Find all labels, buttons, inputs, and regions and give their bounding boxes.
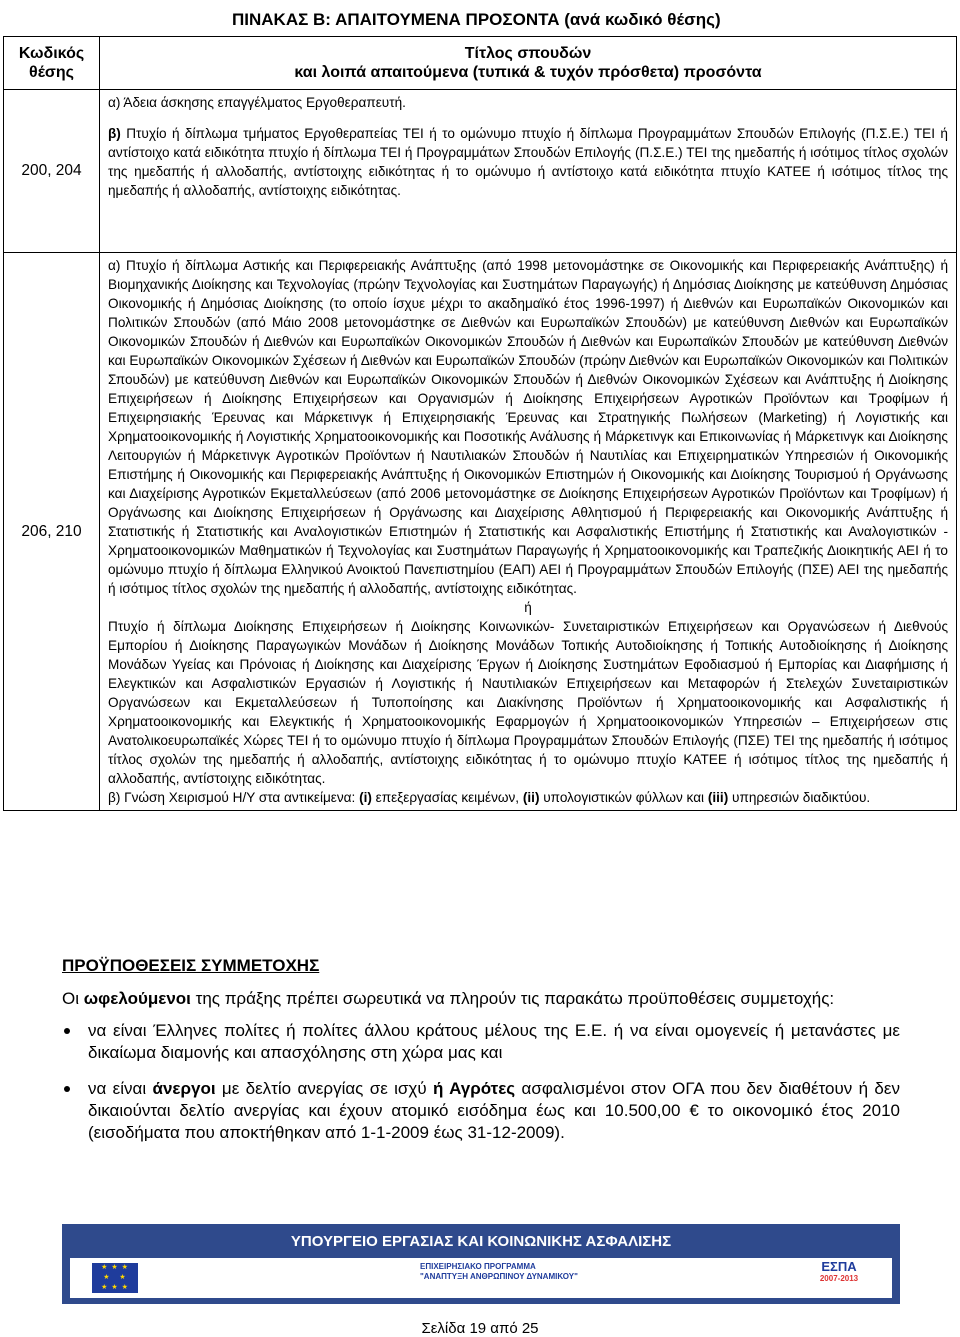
header-code [4, 37, 100, 90]
list-item [62, 1020, 900, 1064]
operational-programme-logo [420, 1262, 620, 1294]
programme-logo-line2: "ΑΝΑΠΤΥΞΗ ΑΝΘΡΩΠΙΝΟΥ ΔΥΝΑΜΙΚΟΥ" [420, 1272, 578, 1281]
requirement-b-iii-text: υπηρεσιών διαδικτύου. [728, 790, 871, 805]
row-description [100, 90, 957, 253]
list-item-bold-farmers: ή Αγρότες [433, 1079, 516, 1098]
requirement-b [108, 124, 948, 200]
intro-post: της πράξης πρέπει σωρευτικά να πληρούν τις παρακάτω προϋποθέσεις συμμετοχής: [190, 989, 835, 1008]
table-title: ΠΙΝΑΚΑΣ Β: ΑΠΑΙΤΟΥΜΕΝΑ ΠΡΟΣΟΝΤΑ (ανά κωδικό θέσης) [232, 10, 721, 29]
table-row [4, 253, 957, 811]
header-title-line1: Τίτλος σπουδών [464, 45, 592, 62]
list-item-text-post: ασφαλισμένοι στον ΟΓΑ που δεν διαθέτουν ή δεν δικαιούνται δελτίο ανεργίας και έχουν ατομικό εισόδημα έως και 10.500,00 € το οικονομικό έτος 2010 (εισοδήματα που αποκτήθηκαν από 1-1-2009 έως 31-12-2009). [88, 1079, 900, 1142]
espa-logo-text: ΕΣΠΑ [821, 1259, 857, 1274]
intro-paragraph [62, 988, 900, 1010]
intro-bold: ωφελούμενοι [83, 989, 191, 1008]
requirement-b-i-text: επεξεργασίας κειμένων, [371, 790, 523, 805]
conditions-list [62, 1020, 900, 1144]
espa-logo-years: 2007-2013 [819, 1274, 859, 1283]
requirement-b-ii: (ii) [522, 790, 540, 805]
section-body [62, 988, 900, 1158]
table-header-row [4, 37, 957, 90]
espa-logo [794, 1259, 884, 1294]
bullet-icon [64, 1028, 70, 1034]
requirement-b-ii-text: υπολογιστικών φύλλων και [539, 790, 708, 805]
table-row [4, 90, 957, 253]
requirement-a: α) Άδεια άσκησης επαγγέλματος Εργοθεραπευτή. [108, 95, 406, 110]
or-separator: ή [524, 600, 532, 615]
header-title [100, 37, 957, 90]
bullet-icon [64, 1086, 70, 1092]
row-code: 200, 204 [4, 90, 100, 253]
requirement-b-i: (i) [359, 790, 372, 805]
requirement-b-label: β) [108, 126, 121, 141]
list-item-text-pre: να είναι [88, 1079, 153, 1098]
page-number: Σελίδα 19 από 25 [421, 1320, 539, 1337]
requirement-b-text: Πτυχίο ή δίπλωμα τμήματος Εργοθεραπείας ΤΕΙ ή το ομώνυμο πτυχίο ή δίπλωμα Προγραμμάτων Σπουδών Επιλογής (Π.Σ.Ε.) ΤΕΙ ή αντίστοιχο κατά ειδικότητα πτυχίο ή δίπλωμα ΤΕΙ ή Προγραμμάτων Σπουδών Επιλογής (Π.Σ.Ε.) ΤΕΙ της ημεδαπής ή ισότιμος τίτλος σχολών της ημεδαπής ή αλλοδαπής, αντίστοιχης ειδικότητας ή το ομώνυμο ή αντίστοιχο κατά ειδικότητα πτυχίο ΚΑΤΕΕ ή ισότιμος τίτλος της ημεδαπής ή αλλοδαπής, αντίστοιχης ειδικότητας. [108, 126, 948, 198]
header-code-line1: Κωδικός [18, 45, 85, 62]
list-item-bold-unemployed: άνεργοι [152, 1079, 216, 1098]
list-item-text-mid: με δελτίο ανεργίας σε ισχύ [215, 1079, 433, 1098]
requirements-table [3, 36, 957, 811]
banner-text: ΥΠΟΥΡΓΕΙΟ ΕΡΓΑΣΙΑΣ ΚΑΙ ΚΟΙΝΩΝΙΚΗΣ ΑΣΦΑΛΙΣΗΣ [290, 1233, 672, 1250]
section-title: ΠΡΟΫΠΟΘΕΣΕΙΣ ΣΥΜΜΕΤΟΧΗΣ [62, 956, 320, 975]
requirement-b-iii: (iii) [707, 790, 729, 805]
logo-strip [70, 1258, 892, 1298]
header-title-line2: και λοιπά απαιτούμενα (τυπικά & τυχόν πρόσθετα) προσόντα [294, 64, 762, 81]
ministry-banner [62, 1224, 900, 1304]
requirement-b-prefix: β) Γνώση Χειρισμού Η/Υ στα αντικείμενα: [108, 790, 360, 805]
programme-logo-line1: ΕΠΙΧΕΙΡΗΣΙΑΚΟ ΠΡΟΓΡΑΜΜΑ [420, 1262, 536, 1271]
requirement-a: α) Πτυχίο ή δίπλωμα Αστικής και Περιφερειακής Ανάπτυξης (από 1998 μετονομάστηκε σε Οικονομικής και Περιφερειακής Ανάπτυξης) ή Βιομηχανικής Διοίκησης και Τεχνολογίας (πρώην Τεχνολογίας και Συστημάτων Παραγωγής) ή Δημόσιας Διοίκησης με κατεύθυνση Δημόσιας Οικονομικής ή Δημόσιας Διοίκησης (το οποίο ίσχυε μέχρι το ακαδημαϊκό έτος 1996-1997) ή Διεθνών και Ευρωπαϊκών Οικονομικών και Πολιτικών Σπουδών (από Μάιο 2008 μετονομάστηκε σε Διεθνών και Ευρωπαϊκών Σπουδών) με κατεύθυνση Διεθνών και Ευρωπαϊκών Οικονομικών Σπουδών ή Διεθνών και Ευρωπαϊκών Οικονομικών Σπουδών ή Διεθνών και Ευρωπαϊκών Σπουδών με κατεύθυνση Διεθνών και Ευρωπαϊκών Οικονομικών Σχέσεων ή Διεθνών και Ευρωπαϊκών Σπουδών (πρώην Διεθνών και Ευρωπαϊκών Οικονομικών και Πολιτικών Σπουδών) με κατεύθυνση Διεθνών και Ευρωπαϊκών Οικονομικών Σπουδών ή Διεθνών Οικονομικών Σχέσεων και Ανάπτυξης ή Διοίκησης Επιχειρήσεων ή Διοίκησης Επιχειρήσεων και Οργανισμών ή Διοίκησης Επιχειρήσεων Αγροτικών Προϊόντων και Τροφίμων ή Επιχειρησιακής Έρευνας και Μάρκετινγκ ή Επιχειρησιακής Έρευνας και Στρατηγικής Πωλήσεων (Marketing) ή Λογιστικής και Χρηματοοικονομικής ή Λογιστικής Χρηματοοικονομικής και Ποσοτικής Ανάλυσης ή Μάρκετινγκ και Επικοινωνίας ή Μάρκετινγκ και Διοίκησης Λειτουργιών ή Μάρκετινγκ Αγροτικών Προϊόντων ή Ναυτιλιακών Σπουδών ή Ναυτιλίας και Επιχειρηματικών Υπηρεσιών ή Οικονομικής Επιστήμης ή Οικονομικής και Περιφερειακής Ανάπτυξης ή Οικονομικών Επιστημών ή Οικονομικής και Διοίκησης Τουρισμού ή Οργάνωσης και Διαχείρισης Αγροτικών Εκμεταλλεύσεων (από 2006 μετονομάστηκε σε Διοίκησης Επιχειρήσεων Αγροτικών Προϊόντων και Τροφίμων) ή Οργάνωσης και Διοίκησης Επιχειρήσεων ή Οργάνωσης και Διαχείρισης Αθλητισμού ή Περιφερειακής και Οικονομικής Ανάπτυξης ή Στατιστικής ή Στατιστικής και Αναλογιστικών Επιστημών ή Στατιστικής και Ασφαλιστικής Επιστήμης ή Στατιστικής και Αναλογιστικών - Χρηματοοικονομικών Μαθηματικών ή Τεχνολογίας και Συστημάτων Παραγωγής ή Χρηματοοικονομικής και Τραπεζικής Διοικητικής ΑΕΙ ή το ομώνυμο πτυχίο ή δίπλωμα Ελληνικού Ανοικτού Πανεπιστημίου (ΕΑΠ) ΑΕΙ ή Προγραμμάτων Σπουδών Επιλογής (ΠΣΕ) ΑΕΙ της ημεδαπής ή ισότιμος τίτλος σχολών της ημεδαπής ή αλλοδαπής, αντίστοιχης ειδικότητας. [108, 258, 948, 596]
eu-flag-icon: ★ ★ ★ ★ ★ ★ ★ ★ [92, 1263, 138, 1293]
requirement-b [108, 788, 948, 807]
row-description [100, 253, 957, 811]
list-item [62, 1078, 900, 1144]
header-code-line2: θέσης [29, 64, 74, 81]
intro-pre: Οι [62, 989, 84, 1008]
requirement-alt: Πτυχίο ή δίπλωμα Διοίκησης Επιχειρήσεων ή Διοίκησης Κοινωνικών- Συνεταιριστικών Επιχειρήσεων και Οργανώσεων ή Διεθνούς Εμπορίου ή Διοίκησης Παραγωγικών Μονάδων ή Διοίκησης Μονάδων Τοπικής Αυτοδιοίκησης ή Τοπικής Αυτοδιοίκησης ή Διοίκησης Μονάδων Υγείας και Πρόνοιας ή Διοίκησης και Διαχείρισης Έργων ή Διοίκησης Συστημάτων Εφοδιασμού ή Εμπορίας και Διαφήμισης ή Ελεγκτικών και Ασφαλιστικών Εργασιών ή Λογιστικής ή Ναυτιλιακών Επιχειρήσεων και Μεταφορών ή Στελεχών Συνεταιριστικών Οργανώσεων και Εκμεταλλεύσεων ή Τυποποίησης και Διακίνησης Προϊόντων ή Χρηματοοικονομικής και Ασφαλιστικής ή Χρηματοοικονομικής και Ελεγκτικής ή Χρηματοοικονομικής Εφαρμογών ή Χρηματοοικονομικών Υπηρεσιών – Επιχειρήσεων στις Ανατολικοευρωπαϊκές Χώρες ΤΕΙ ή το ομώνυμο πτυχίο ή δίπλωμα Προγραμμάτων Σπουδών Επιλογής (ΠΣΕ) ΤΕΙ της ημεδαπής ή ισότιμος τίτλος σχολών της ημεδαπής ή αλλοδαπής, αντίστοιχης ειδικότητας ή το ομώνυμο πτυχίο ΚΑΤΕΕ ή ισότιμος τίτλος της ημεδαπής ή αλλοδαπής, αντίστοιχης ειδικότητας. [108, 619, 948, 786]
list-item-text: να είναι Έλληνες πολίτες ή πολίτες άλλου κράτους μέλους της Ε.Ε. ή να είναι ομογενείς ή μετανάστες με δικαίωμα διαμονής και απασχόλησης στη χώρα μας και [88, 1021, 900, 1062]
row-code: 206, 210 [4, 253, 100, 811]
